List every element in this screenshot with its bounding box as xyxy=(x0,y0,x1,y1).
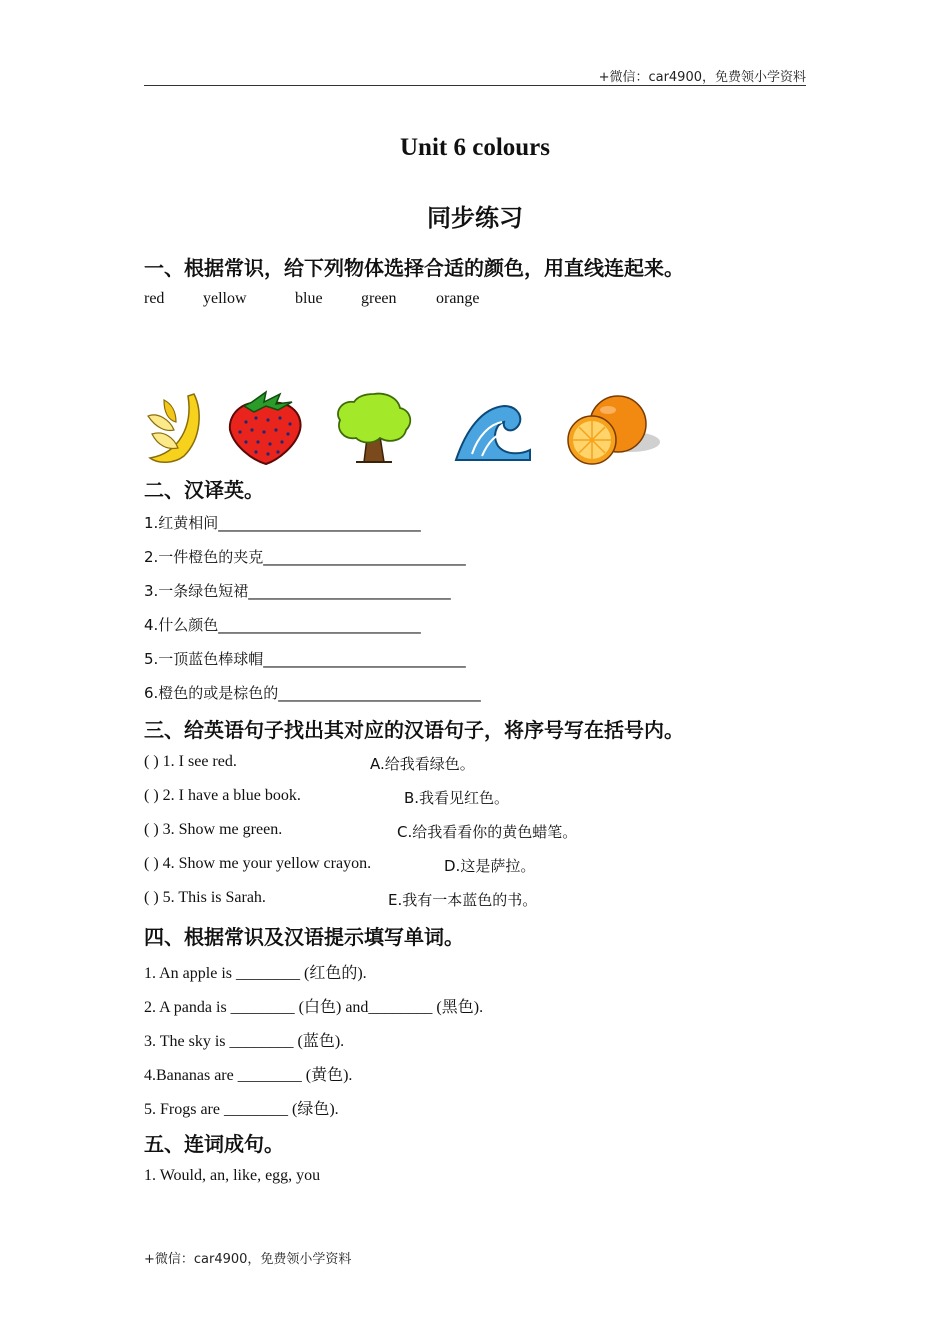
page-subtitle: 同步练习 xyxy=(427,204,523,232)
match-item xyxy=(144,889,538,909)
sentence-item: 1. Would, an, like, egg, you xyxy=(144,1167,321,1184)
fill-item: 5. Frogs are ________ (绿色). xyxy=(144,1101,339,1118)
color-word-yellow: yellow xyxy=(203,290,247,307)
match-chinese: D.这是萨拉。 xyxy=(444,857,536,875)
translate-item: 2.一件橙色的夹克___________________________ xyxy=(144,548,466,566)
footer-note: +微信：car4900，免费领小学资料 xyxy=(144,1252,352,1267)
header-note: +微信：car4900，免费领小学资料 xyxy=(598,70,806,85)
fill-item: 4.Bananas are ________ (黄色). xyxy=(144,1067,353,1084)
wave-icon xyxy=(452,390,534,466)
match-item xyxy=(144,821,578,841)
header-rule xyxy=(144,85,806,86)
banana-icon xyxy=(144,390,208,466)
match-english: ( ) 4. Show me your yellow crayon. xyxy=(144,855,372,872)
match-english: ( ) 2. I have a blue book. xyxy=(144,787,301,804)
match-english: ( ) 3. Show me green. xyxy=(144,821,283,838)
match-item xyxy=(144,753,475,773)
section3-heading: 三、给英语句子找出其对应的汉语句子，将序号写在括号内。 xyxy=(144,718,684,742)
tree-icon xyxy=(334,390,414,466)
match-chinese: B.我看见红色。 xyxy=(404,789,510,807)
match-english: ( ) 5. This is Sarah. xyxy=(144,889,266,906)
translate-item: 6.橙色的或是棕色的___________________________ xyxy=(144,684,481,702)
picture-row xyxy=(144,390,664,470)
match-item xyxy=(144,787,510,807)
page-title: Unit 6 colours xyxy=(400,134,550,161)
orange-fruit-icon xyxy=(564,390,664,466)
section1-heading: 一、根据常识，给下列物体选择合适的颜色，用直线连起来。 xyxy=(144,256,684,280)
match-english: ( ) 1. I see red. xyxy=(144,753,237,770)
match-chinese: C.给我看看你的黄色蜡笔。 xyxy=(397,823,578,841)
color-word-orange: orange xyxy=(436,290,480,307)
fill-item: 2. A panda is ________ (白色) and________ (黑色). xyxy=(144,999,484,1016)
match-chinese: A.给我看绿色。 xyxy=(370,755,475,773)
color-word-red: red xyxy=(144,290,165,307)
strawberry-icon xyxy=(226,390,306,466)
translate-item: 4.什么颜色___________________________ xyxy=(144,616,421,634)
match-item xyxy=(144,855,536,875)
fill-item: 3. The sky is ________ (蓝色). xyxy=(144,1033,345,1050)
match-chinese: E.我有一本蓝色的书。 xyxy=(388,891,538,909)
translate-item: 5.一顶蓝色棒球帽___________________________ xyxy=(144,650,466,668)
color-word-blue: blue xyxy=(295,290,323,307)
section4-heading: 四、根据常识及汉语提示填写单词。 xyxy=(144,925,464,949)
fill-item: 1. An apple is ________ (红色的). xyxy=(144,965,367,982)
translate-item: 1.红黄相间___________________________ xyxy=(144,514,421,532)
color-word-green: green xyxy=(361,290,397,307)
section2-heading: 二、汉译英。 xyxy=(144,478,264,502)
translate-item: 3.一条绿色短裙___________________________ xyxy=(144,582,451,600)
section5-heading: 五、连词成句。 xyxy=(144,1132,284,1156)
